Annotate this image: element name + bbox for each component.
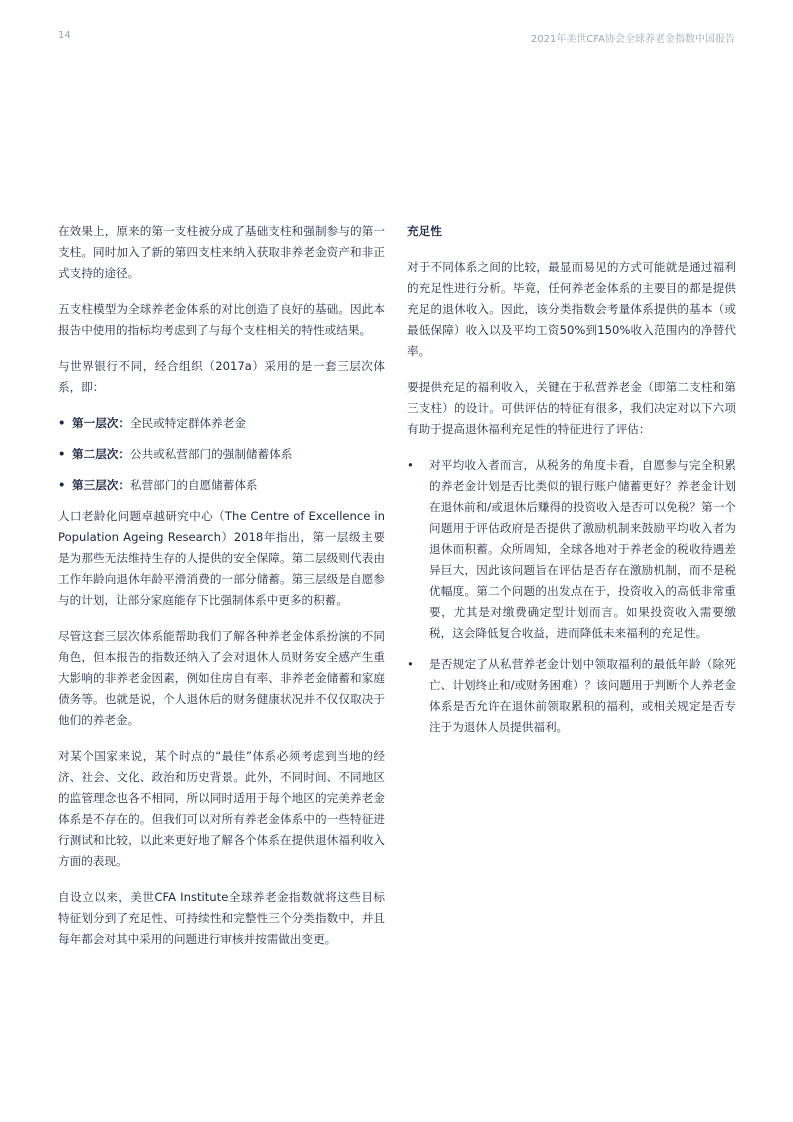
tier-term: 第二层次： xyxy=(72,447,130,461)
body-paragraph: 五支柱模型为全球养老金体系的对比创造了良好的基础。因此本报告中使用的指标均考虑到了与每个支柱相关的特性或结果。 xyxy=(58,302,385,337)
tier-list-item xyxy=(58,413,385,434)
body-paragraph: 对某个国家来说，某个时点的“最佳”体系必须考虑到当地的经济、社会、文化、政治和历史背景。此外，不同时间、不同地区的监管理念也各不相同，所以同时适用于每个地区的完美养老金体系是不存在的。但我们可以对所有养老金体系中的一些特征进行测试和比较，以此来更好地了解各个体系在提供退休福利收入方面的表现。 xyxy=(58,749,385,868)
report-title-header: 2021年美世CFA协会全球养老金指数中国报告 xyxy=(530,34,735,45)
body-paragraph: 在效果上，原来的第一支柱被分成了基础支柱和强制参与的第一支柱。同时加入了新的第四支柱来纳入获取非养老金资产和非正式支持的途径。 xyxy=(58,224,385,280)
tier-term: 第三层次： xyxy=(72,478,130,492)
tier-description: 私营部门的自愿储蓄体系 xyxy=(129,478,258,492)
body-paragraph: 尽管这套三层次体系能帮助我们了解各种养老金体系扮演的不同角色，但本报告的指数还纳入了会对退休人员财务安全感产生重大影响的非养老金因素，例如住房自有率、非养老金储蓄和家庭债务等。也就是说，个人退休后的财务健康状况并不仅仅取决于他们的养老金。 xyxy=(58,629,385,727)
criteria-list xyxy=(407,455,736,738)
left-column xyxy=(58,221,385,965)
body-paragraph: 对于不同体系之间的比较，最显而易见的方式可能就是通过福利的充足性进行分析。毕竟，任何养老金体系的主要目的都是提供充足的退休收入。因此，该分类指数会考量体系提供的基本（或最低保障）收入以及平均工资50%到150%收入范围内的净替代率。 xyxy=(407,260,736,358)
section-title: 充足性 xyxy=(407,224,442,238)
right-column xyxy=(407,221,736,748)
body-paragraph: 人口老龄化问题卓越研究中心（The Centre of Excellence in Population Ageing Research）2018年指出，第一层级主要是为那些无法维持生存的人提供的安全保障。第二层级则代表由工作年龄向退休年龄平滑消费的一部分储蓄。第三层级是自愿参与的计划，让部分家庭能存下比强制体系中更多的积蓄。 xyxy=(58,509,385,607)
tier-list-item xyxy=(58,475,385,496)
body-paragraph: 与世界银行不同，经合组织（2017a）采用的是一套三层次体系，即： xyxy=(58,359,385,394)
page-number: 14 xyxy=(58,30,71,41)
criteria-list-item: • 是否规定了从私营养老金计划中领取福利的最低年龄（除死亡、计划终止和/或财务困难）？该问题用于判断个人养老金体系是否允许在退休前领取累积的福利，或相关规定是否专注于为退休人员提供福利。 xyxy=(407,654,736,738)
tier-description: 公共或私营部门的强制储蓄体系 xyxy=(129,447,293,461)
tier-list-item xyxy=(58,444,385,465)
criteria-list-item: • 对平均收入者而言，从税务的角度卡看，自愿参与完全积累的养老金计划是否比类似的银行账户储蓄更好？养老金计划在退休前和/或退休后赚得的投资收入是否可以免税？第一个问题用于评估政府是否提供了激励机制来鼓励平均收入者为退休而积蓄。众所周知，全球各地对于养老金的税收待遇差异巨大，因此该问题旨在评估是否存在激励机制，而不是税优幅度。第二个问题的出发点在于，投资收入的高低非常重要，尤其是对缴费确定型计划而言。如果投资收入需要缴税，这会降低复合收益，进而降低未来福利的充足性。 xyxy=(407,455,736,644)
body-paragraph: 要提供充足的福利收入，关键在于私营养老金（即第二支柱和第三支柱）的设计。可供评估的特征有很多，我们决定对以下六项有助于提高退休福利充足性的特征进行了评估： xyxy=(407,380,736,436)
body-paragraph: 自设立以来，美世CFA Institute全球养老金指数就将这些目标特征划分到了充足性、可持续性和完整性三个分类指数中，并且每年都会对其中采用的问题进行审核并按需做出变更。 xyxy=(58,890,385,946)
tier-description: 全民或特定群体养老金 xyxy=(129,416,246,430)
tier-list xyxy=(58,413,385,496)
tier-term: 第一层次： xyxy=(72,416,130,430)
